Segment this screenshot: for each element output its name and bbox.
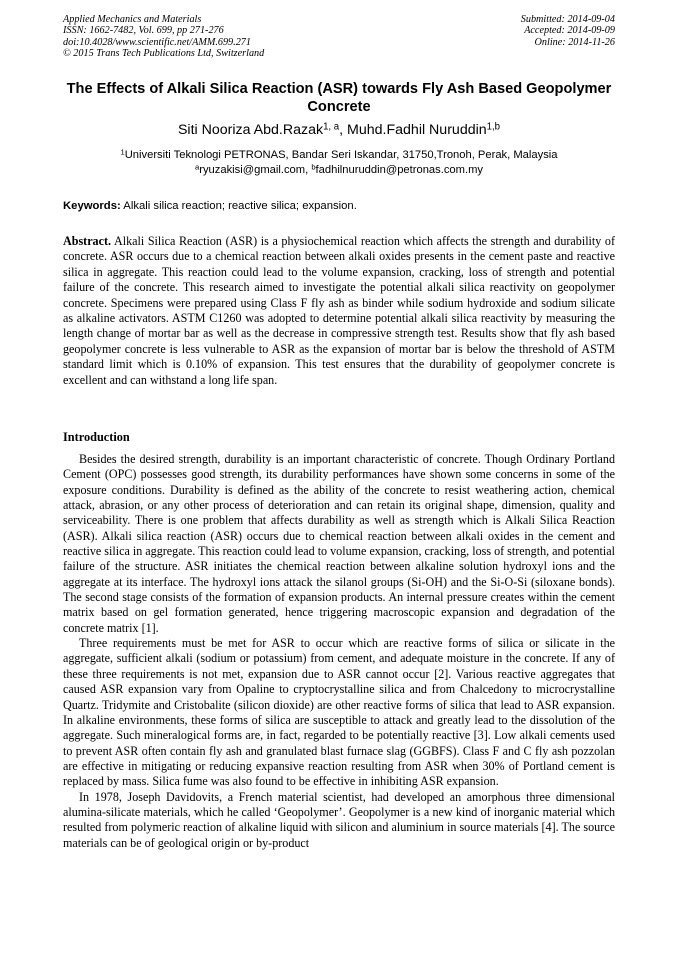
author-list [63, 122, 615, 139]
abstract-label: Abstract. [63, 234, 112, 248]
journal-copyright: © 2015 Trans Tech Publications Ltd, Switzerland [63, 47, 265, 59]
journal-issn: ISSN: 1662-7482, Vol. 699, pp 271-276 [63, 25, 224, 37]
email-a: ryuzakisi@gmail.com, [199, 164, 309, 176]
email-line [63, 163, 615, 178]
email-b: fadhilnuruddin@petronas.com.my [315, 164, 483, 176]
author-affiliation-mark: 1,b [486, 121, 501, 133]
journal-header-left [63, 14, 264, 59]
affiliation-mark: 1 [120, 147, 125, 157]
email-mark-a: a [195, 162, 200, 172]
section-heading-introduction: Introduction [63, 430, 130, 444]
keywords-label: Keywords: [63, 200, 121, 212]
keywords [63, 199, 615, 213]
journal-header-right [521, 14, 615, 48]
author-name: Siti Nooriza Abd.Razak [177, 122, 324, 138]
introduction-body [63, 452, 615, 851]
affiliation-block [63, 148, 615, 178]
author-separator: , [339, 122, 348, 138]
body-paragraph: Three requirements must be met for ASR to occur which are reactive forms of silica or silicate in the aggregate, sufficient alkali (sodium or potassium) from cement, and adequate moisture in the concrete. If any of these three requirements is not met, expansion due to ASR cannot occur [2]. Various reactive aggregates that caused ASR expansion vary from Opaline to cryptocrystalline silica and from Chalcedony to microcrystalline Quartz. Tridymite and Cristobalite (silicon dioxide) are other reactive forms of silica that lead to ASR expansion. In alkaline environments, these forms of silica are susceptible to attack and greatly lead to the dissolution of the aggregate. Such mineralogical forms are, in fact, regarded to be potentially reactive [3]. Low alkali cements used to prevent ASR often contain fly ash and granulated blast furnace slag (GGBFS). Class F and C fly ash pozzolan are effective in mitigating or reducing expansive reaction resulting from ASR when 30% of Portland cement is replaced by mass. Silica fume was also found to be effective in inhibiting ASR expansion. [63, 636, 615, 789]
date-accepted: Accepted: 2014-09-09 [524, 25, 615, 37]
affiliation-text: Universiti Teknologi PETRONAS, Bandar Seri Iskandar, 31750,Tronoh, Perak, Malaysia [124, 149, 558, 161]
body-paragraph: In 1978, Joseph Davidovits, a French material scientist, had developed an amorphous three dimensional alumina-silicate materials, which he called ‘Geopolymer’. Geopolymer is a new kind of inorganic material which resulted from polymeric reaction of alkaline liquid with silicon and aluminium in source materials [4]. The source materials can be of geological origin or by-product [63, 789, 615, 850]
date-submitted: Submitted: 2014-09-04 [520, 14, 615, 25]
body-paragraph: Besides the desired strength, durability is an important characteristic of concrete. Though Ordinary Portland Cement (OPC) possesses good strength, its durability performances have shown some concerns in some of the exposure conditions. Durability is defined as the ability of the concrete to resist weathering action, chemical attack, abrasion, or any other process of deterioration and can retain its original shape, dimension, quality and serviceability. There is one problem that affects durability as well as strength which is Alkali Silica Reaction (ASR). Alkali silica reaction (ASR) occurs due to chemical reaction between alkali oxides in the cement and reactive silica in aggregate. This reaction could lead to volume expansion, cracking, loss of strength, and potential failure of the structure. ASR initiates the chemical reaction between alkaline solution hydroxyl ions and the aggregate at its interface. The hydroxyl ions attack the silanol groups (Si-OH) and the Si-O-Si (siloxane bonds). The second stage consists of the formation of expansion products. An internal pressure creates within the cement matrix based on gel formation generated, hence triggering macroscopic expansion and degradation of the concrete matrix [1]. [63, 452, 615, 635]
email-mark-b: b [311, 162, 316, 172]
abstract-paragraph [63, 234, 615, 388]
author-affiliation-mark: 1, a [323, 121, 340, 133]
author-name: Muhd.Fadhil Nuruddin [347, 122, 487, 138]
affiliation-line [63, 148, 615, 163]
abstract [63, 234, 615, 388]
paper-title: The Effects of Alkali Silica Reaction (ASR) towards Fly Ash Based Geopolymer Concrete [66, 81, 612, 115]
journal-name: Applied Mechanics and Materials [63, 14, 202, 25]
date-online: Online: 2014-11-26 [534, 36, 615, 48]
journal-doi: doi:10.4028/www.scientific.net/AMM.699.271 [63, 36, 251, 48]
keywords-text: Alkali silica reaction; reactive silica; expansion. [123, 200, 357, 212]
abstract-text: Alkali Silica Reaction (ASR) is a physiochemical reaction which affects the strength and durability of concrete. ASR occurs due to a chemical reaction between alkali oxides presents in the cement paste and reactive silica in aggregate. This reaction could lead to the volume expansion, cracking, loss of strength and potential failure of the concrete. This research aimed to investigate the potential alkali silica reactivity on geopolymer concrete. Specimens were prepared using Class F fly ash as binder while sodium hydroxide and sodium silicate as alkaline activators. ASTM C1260 was adopted to determine potential alkali silica reactivity by measuring the length change of mortar bar as well as the decrease in compressive strength test. Results show that fly ash based geopolymer concrete is less vulnerable to ASR as the expansion of mortar bar is below the threshold of ASTM standard limit which is 0.10% of expansion. This test ensures that the durability of geopolymer concrete is excellent and can withstand a long life span. [63, 234, 616, 387]
